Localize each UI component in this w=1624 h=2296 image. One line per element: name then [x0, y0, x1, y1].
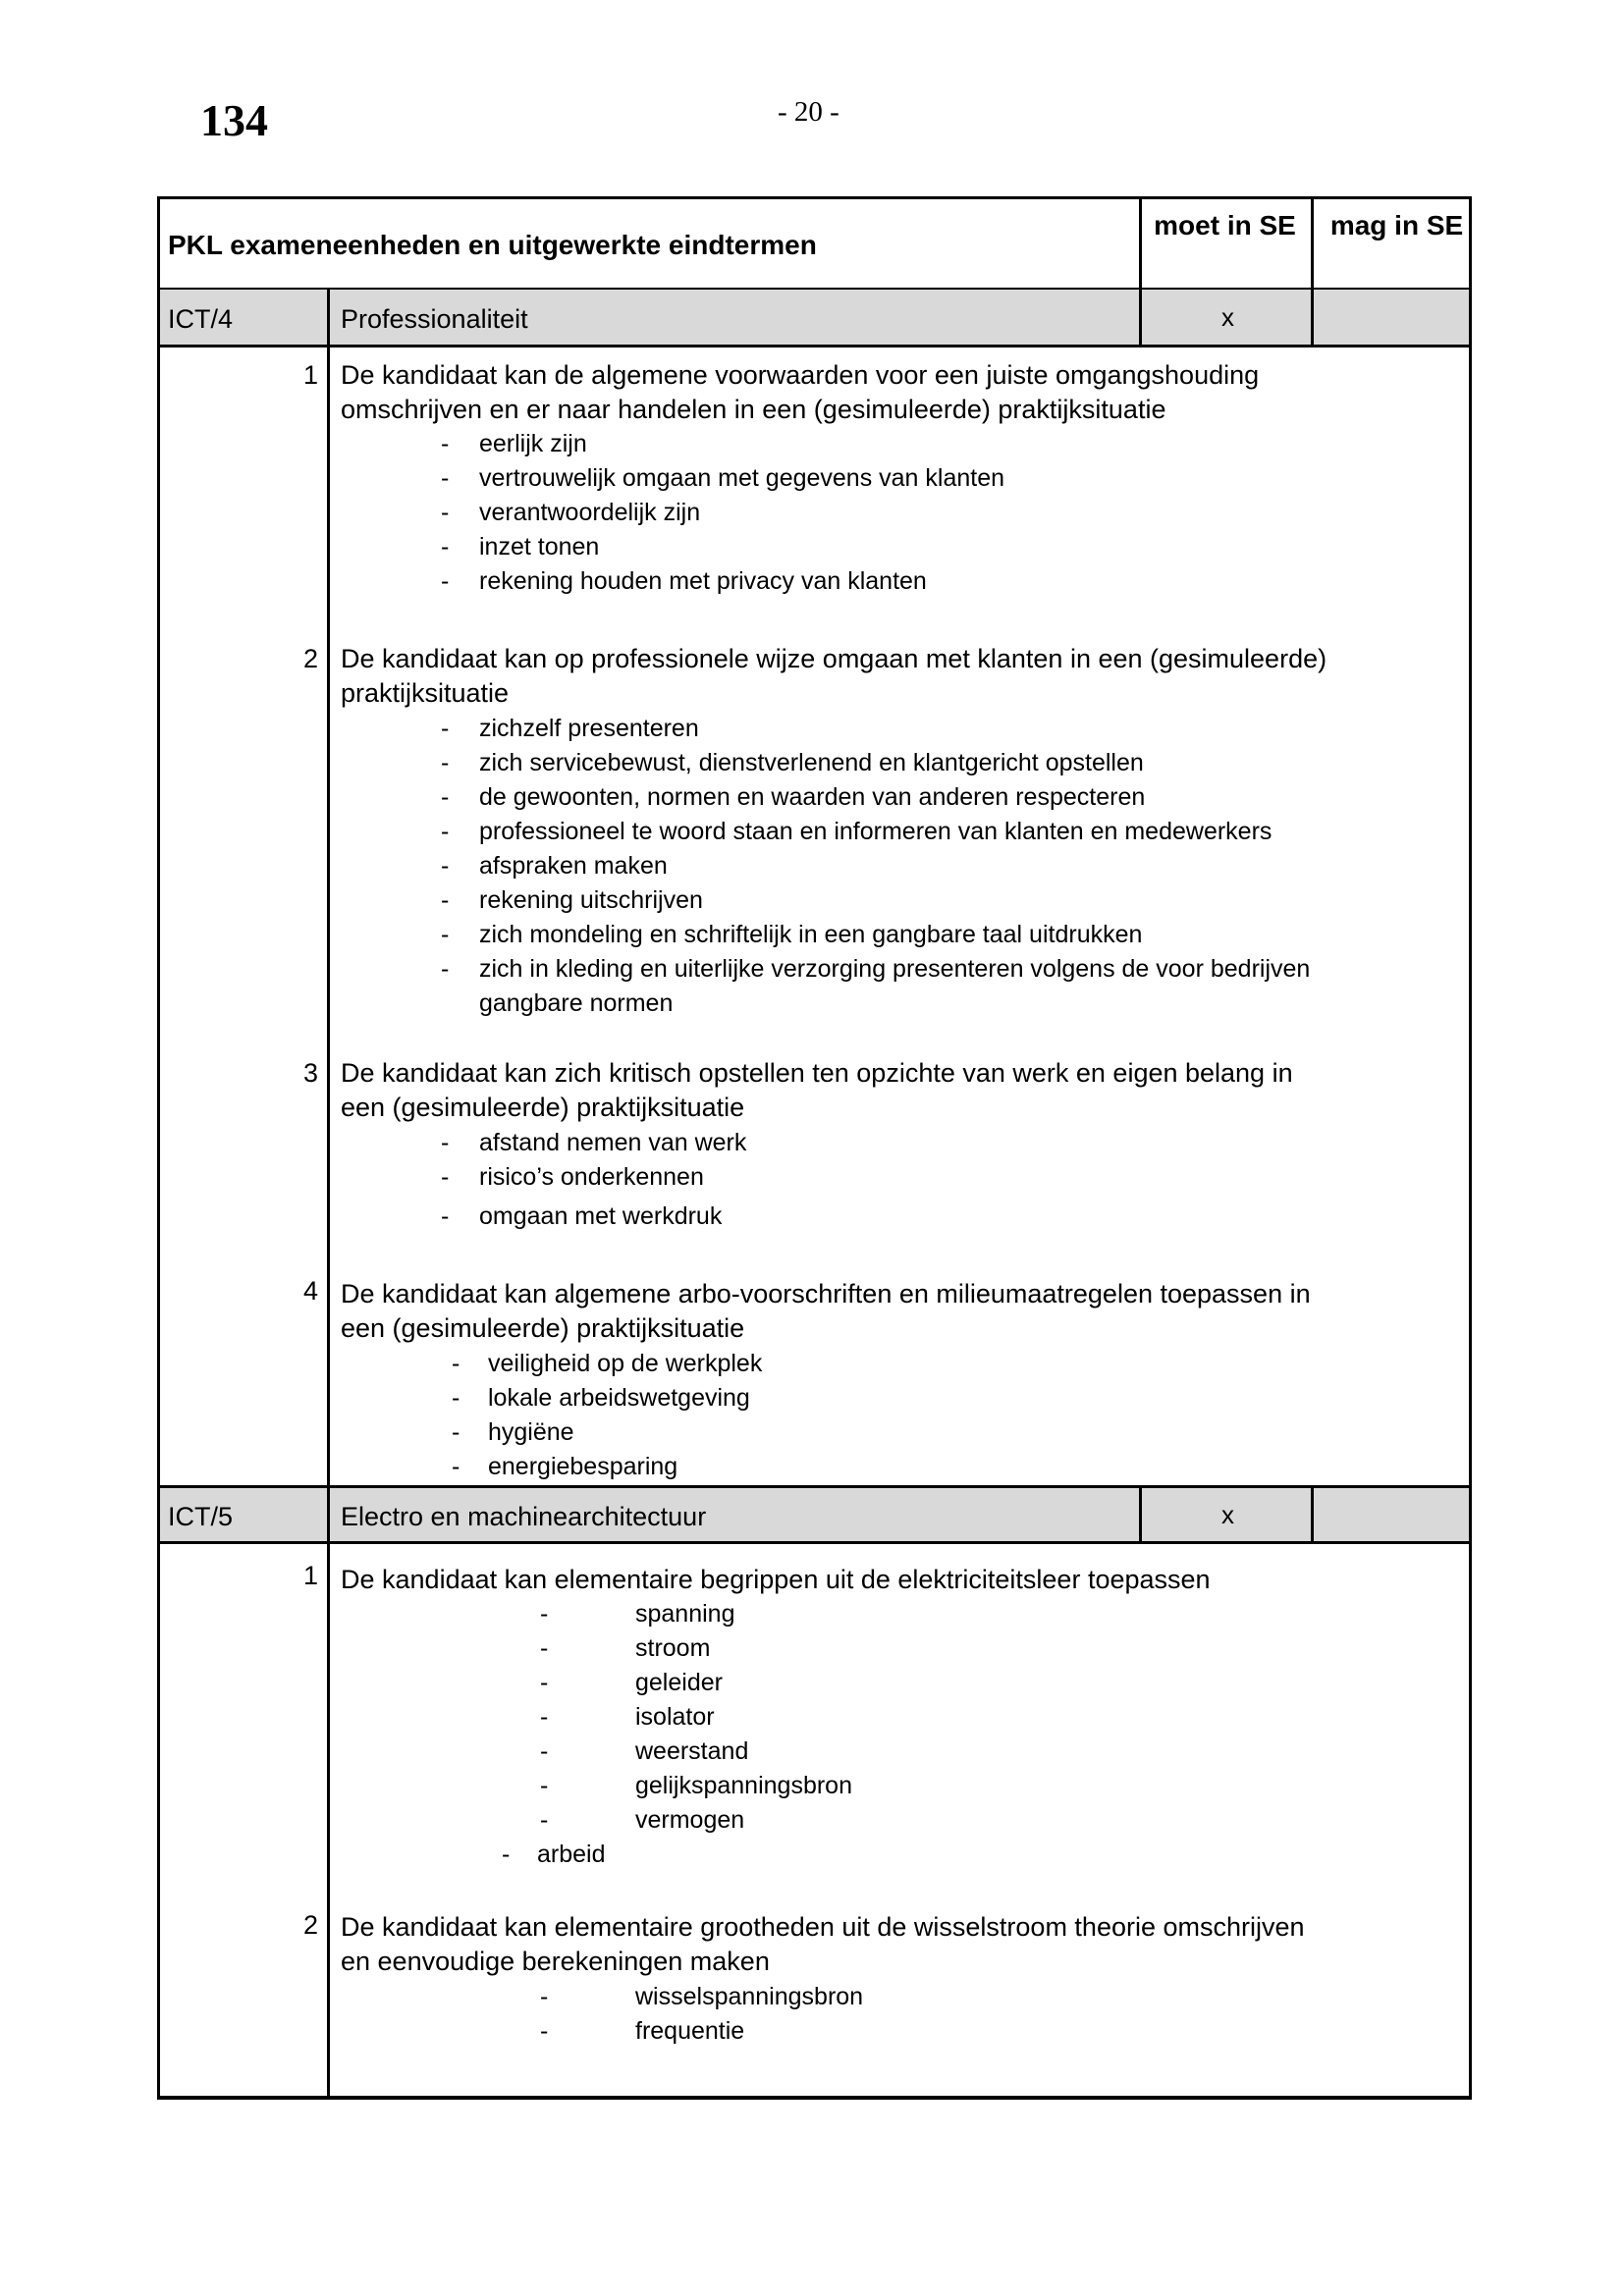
unit-name: Electro en machinearchitectuur — [341, 1502, 707, 1531]
bullet-dash: - — [452, 1350, 460, 1377]
unit-code: ICT/5 — [168, 1502, 234, 1531]
bullet-dash: - — [441, 749, 450, 776]
bullet-dash: - — [441, 921, 450, 948]
bullet-dash: - — [441, 818, 450, 845]
rule-ict5-bottom — [157, 1541, 1472, 1544]
bullet-dash: - — [540, 1703, 549, 1731]
bullet-dash: - — [441, 464, 450, 492]
bullet-item: hygiëne — [488, 1418, 574, 1446]
item-statement-line: een (gesimuleerde) praktijksituatie — [341, 1093, 745, 1122]
bullet-dash: - — [441, 715, 450, 742]
bullet-dash: - — [441, 533, 450, 561]
bullet-item: stroom — [635, 1634, 711, 1662]
rule-code-col — [327, 288, 330, 2099]
bullet-item: lokale arbeidswetgeving — [488, 1384, 750, 1412]
unit-name: Professionaliteit — [341, 304, 528, 334]
item-statement-line: omschrijven en er naar handelen in een (gesimuleerde) praktijksituatie — [341, 395, 1166, 424]
rule-ict4-bottom — [157, 345, 1472, 347]
bullet-dash: - — [540, 1669, 549, 1696]
table-title: PKL exameneenheden en uitgewerkte eindtermen — [168, 230, 817, 260]
bullet-item: veiligheid op de werkplek — [488, 1350, 763, 1377]
bullet-dash: - — [502, 1841, 511, 1868]
bullet-dash: - — [441, 783, 450, 811]
bullet-item: rekening houden met privacy van klanten — [479, 567, 927, 595]
bullet-dash: - — [441, 499, 450, 526]
bullet-dash: - — [540, 1600, 549, 1628]
bullet-dash: - — [452, 1453, 460, 1480]
bullet-dash: - — [441, 852, 450, 880]
bullet-item: wisselspanningsbron — [635, 1983, 864, 2010]
item-statement-line: De kandidaat kan elementaire grootheden uit de wisselstroom theorie omschrijven — [341, 1912, 1305, 1942]
bullet-item: zich in kleding en uiterlijke verzorging presenteren volgens de voor bedrijven — [479, 955, 1311, 983]
bullet-item: afspraken maken — [479, 852, 668, 880]
table-border-top — [157, 196, 1472, 199]
bullet-item: energiebesparing — [488, 1453, 678, 1480]
moet-in-se-mark: x — [1221, 302, 1234, 332]
bullet-dash: - — [540, 1634, 549, 1662]
bullet-dash: - — [540, 2017, 549, 2045]
bullet-dash: - — [540, 1806, 549, 1834]
column-header-moet-in-se: moet in SE — [1154, 210, 1296, 240]
item-statement-line: een (gesimuleerde) praktijksituatie — [341, 1313, 745, 1343]
bullet-dash: - — [540, 1983, 549, 2010]
item-statement-line: en eenvoudige berekeningen maken — [341, 1947, 770, 1976]
bullet-item: zich servicebewust, dienstverlenend en klantgericht opstellen — [479, 749, 1144, 776]
bullet-item: frequentie — [635, 2017, 745, 2045]
bullet-item: risico’s onderkennen — [479, 1163, 704, 1191]
item-number: 1 — [302, 1561, 318, 1590]
column-header-mag-in-se: mag in SE — [1329, 210, 1464, 240]
bullet-dash: - — [441, 1163, 450, 1191]
table-border-bottom — [157, 2096, 1472, 2100]
bullet-item: professioneel te woord staan en informeren van klanten en medewerkers — [479, 818, 1272, 845]
bullet-item: weerstand — [635, 1737, 749, 1765]
bullet-item: afstand nemen van werk — [479, 1129, 747, 1156]
bullet-item: inzet tonen — [479, 533, 600, 561]
item-number: 4 — [302, 1276, 318, 1306]
item-number: 2 — [302, 644, 318, 673]
bullet-dash: - — [441, 886, 450, 914]
bullet-dash: - — [540, 1737, 549, 1765]
bullet-dash: - — [452, 1384, 460, 1412]
bullet-item: zich mondeling en schriftelijk in een gangbare taal uitdrukken — [479, 921, 1143, 948]
bullet-item: omgaan met werkdruk — [479, 1202, 723, 1230]
bullet-item: geleider — [635, 1669, 723, 1696]
bullet-item: isolator — [635, 1703, 715, 1731]
item-statement-line: De kandidaat kan op professionele wijze omgaan met klanten in een (gesimuleerde) — [341, 644, 1327, 673]
rule-header-bottom — [157, 288, 1472, 290]
item-statement-line: De kandidaat kan zich kritisch opstellen ten opzichte van werk en eigen belang in — [341, 1058, 1293, 1088]
bullet-dash: - — [441, 430, 450, 457]
page-folio: - 20 - — [778, 96, 839, 128]
item-statement-line: De kandidaat kan algemene arbo-voorschriften en milieumaatregelen toepassen in — [341, 1279, 1311, 1308]
item-number: 2 — [302, 1910, 318, 1940]
item-statement-line: De kandidaat kan de algemene voorwaarden voor een juiste omgangshouding — [341, 360, 1260, 390]
bullet-item: arbeid — [537, 1841, 606, 1868]
bullet-item: vermogen — [635, 1806, 745, 1834]
item-number: 3 — [302, 1058, 318, 1088]
bullet-item: gelijkspanningsbron — [635, 1772, 852, 1799]
item-statement-line: praktijksituatie — [341, 678, 510, 708]
item-number: 1 — [302, 360, 318, 390]
unit-code: ICT/4 — [168, 304, 234, 334]
page-number: 134 — [200, 95, 268, 145]
bullet-dash: - — [441, 1202, 450, 1230]
bullet-item: verantwoordelijk zijn — [479, 499, 701, 526]
bullet-dash: - — [441, 1129, 450, 1156]
bullet-item: zichzelf presenteren — [479, 715, 699, 742]
table-border-right — [1469, 196, 1472, 2100]
moet-in-se-mark: x — [1221, 1500, 1234, 1529]
bullet-item: de gewoonten, normen en waarden van anderen respecteren — [479, 783, 1146, 811]
bullet-dash: - — [441, 955, 450, 983]
bullet-item: vertrouwelijk omgaan met gegevens van klanten — [479, 464, 1005, 492]
bullet-item-continuation: gangbare normen — [479, 989, 674, 1017]
bullet-dash: - — [540, 1772, 549, 1799]
table-border-left — [157, 196, 160, 2100]
bullet-dash: - — [441, 567, 450, 595]
rule-ict5-top — [157, 1485, 1472, 1488]
bullet-item: eerlijk zijn — [479, 430, 587, 457]
bullet-item: spanning — [635, 1600, 735, 1628]
item-statement-line: De kandidaat kan elementaire begrippen uit de elektriciteitsleer toepassen — [341, 1565, 1211, 1594]
bullet-item: rekening uitschrijven — [479, 886, 703, 914]
bullet-dash: - — [452, 1418, 460, 1446]
